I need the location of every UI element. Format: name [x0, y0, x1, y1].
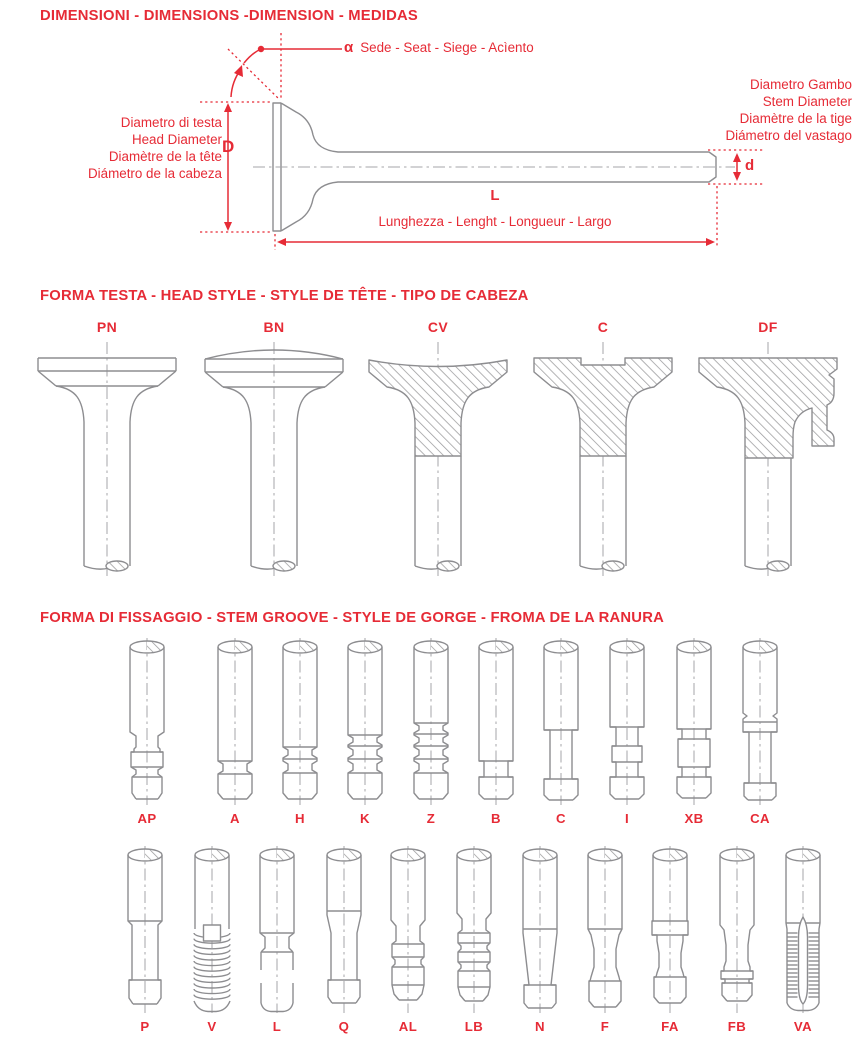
head-style-label-CV: CV: [427, 319, 449, 335]
head-style-item-PN: [22, 319, 192, 578]
stem-groove-item-L: [249, 845, 305, 1034]
stem-drawing-H: [272, 637, 328, 807]
stem-drawing-FA: [642, 845, 698, 1015]
head-style-label-DF: DF: [758, 319, 778, 335]
stem-drawing-AL: [380, 845, 436, 1015]
head-style-item-C: [518, 319, 688, 578]
stem-drawing-FB: [709, 845, 765, 1015]
stem-drawing-CA: [732, 637, 788, 807]
head-style-drawing-DF: [683, 338, 853, 578]
stem-drawing-VA: [775, 845, 831, 1015]
length-label: Lunghezza - Lenght - Longueur - Largo: [378, 214, 612, 229]
stem-groove-item-B: [468, 637, 524, 826]
stem-groove-item-H: [272, 637, 328, 826]
head-style-item-BN: [189, 319, 359, 578]
stem-groove-label-L: L: [272, 1019, 282, 1034]
stem-groove-item-K: [337, 637, 393, 826]
stem-drawing-B: [468, 637, 524, 807]
stem-groove-item-F: [577, 845, 633, 1034]
stem-drawing-LB: [446, 845, 502, 1015]
dimensions-title: DIMENSIONI - DIMENSIONS -DIMENSION - MEDIDAS: [40, 8, 418, 24]
stem-groove-item-A: [207, 637, 263, 826]
stem-groove-label-AP: AP: [137, 811, 157, 826]
stem-groove-label-XB: XB: [684, 811, 704, 826]
stem-groove-label-Z: Z: [426, 811, 436, 826]
stem-groove-item-I: [599, 637, 655, 826]
head-style-item-DF: [683, 319, 853, 578]
stem-groove-label-A: A: [230, 811, 240, 826]
head-style-title: FORMA TESTA - HEAD STYLE - STYLE DE TÊTE - TIPO DE CABEZA: [40, 288, 529, 304]
stem-diameter-symbol: d: [745, 157, 755, 174]
length-symbol: L: [490, 187, 500, 204]
stem-groove-label-FB: FB: [727, 1019, 747, 1034]
stem-groove-title: FORMA DI FISSAGGIO - STEM GROOVE - STYLE DE GORGE - FROMA DE LA RANURA: [40, 610, 664, 626]
stem-groove-item-Z: [403, 637, 459, 826]
stem-drawing-AP: [119, 637, 175, 807]
stem-groove-label-FA: FA: [661, 1019, 679, 1034]
stem-drawing-L: [249, 845, 305, 1015]
head-style-item-CV: [353, 319, 523, 578]
stem-groove-item-AL: [380, 845, 436, 1034]
stem-groove-item-Q: [316, 845, 372, 1034]
stem-groove-item-VA: [775, 845, 831, 1034]
stem-groove-item-AP: [119, 637, 175, 826]
stem-groove-label-VA: VA: [793, 1019, 813, 1034]
head-style-drawing-PN: [22, 338, 192, 578]
stem-drawing-XB: [666, 637, 722, 807]
stem-groove-item-P: [117, 845, 173, 1034]
stem-groove-label-V: V: [207, 1019, 217, 1034]
seat-label-group: [344, 39, 534, 56]
stem-groove-label-LB: LB: [464, 1019, 484, 1034]
stem-groove-label-Q: Q: [338, 1019, 350, 1034]
stem-groove-item-V: [184, 845, 240, 1034]
alpha-symbol: α: [344, 39, 354, 56]
head-style-drawing-BN: [189, 338, 359, 578]
stem-groove-item-LB: [446, 845, 502, 1034]
head-diameter-symbol: D: [222, 137, 235, 156]
stem-groove-item-N: [512, 845, 568, 1034]
stem-groove-label-F: F: [600, 1019, 610, 1034]
stem-drawing-C: [533, 637, 589, 807]
stem-groove-label-H: H: [295, 811, 305, 826]
head-style-label-PN: PN: [96, 319, 118, 335]
stem-groove-label-K: K: [360, 811, 370, 826]
stem-groove-item-CA: [732, 637, 788, 826]
stem-groove-label-I: I: [624, 811, 630, 826]
stem-drawing-I: [599, 637, 655, 807]
stem-drawing-V: [184, 845, 240, 1015]
stem-groove-label-C: C: [556, 811, 566, 826]
head-diameter-label: Diametro di testa Head Diameter Diamètre de la tête Diámetro de la cabeza: [88, 115, 222, 181]
stem-drawing-Q: [316, 845, 372, 1015]
stem-drawing-Z: [403, 637, 459, 807]
stem-diameter-label: Diametro Gambo Stem Diameter Diamètre de la tige Diámetro del vastago: [725, 77, 852, 143]
stem-drawing-N: [512, 845, 568, 1015]
stem-groove-label-AL: AL: [398, 1019, 418, 1034]
stem-groove-item-XB: [666, 637, 722, 826]
head-style-label-C: C: [597, 319, 609, 335]
stem-drawing-F: [577, 845, 633, 1015]
stem-groove-item-C: [533, 637, 589, 826]
stem-drawing-A: [207, 637, 263, 807]
head-style-drawing-C: [518, 338, 688, 578]
stem-drawing-K: [337, 637, 393, 807]
head-style-drawing-CV: [353, 338, 523, 578]
seat-label: Sede - Seat - Siege - Acìento: [360, 40, 534, 55]
stem-groove-label-P: P: [140, 1019, 150, 1034]
head-style-label-BN: BN: [263, 319, 285, 335]
stem-groove-item-FB: [709, 845, 765, 1034]
stem-drawing-P: [117, 845, 173, 1015]
stem-groove-label-N: N: [535, 1019, 545, 1034]
stem-groove-item-FA: [642, 845, 698, 1034]
stem-groove-label-CA: CA: [750, 811, 770, 826]
stem-groove-label-B: B: [491, 811, 501, 826]
